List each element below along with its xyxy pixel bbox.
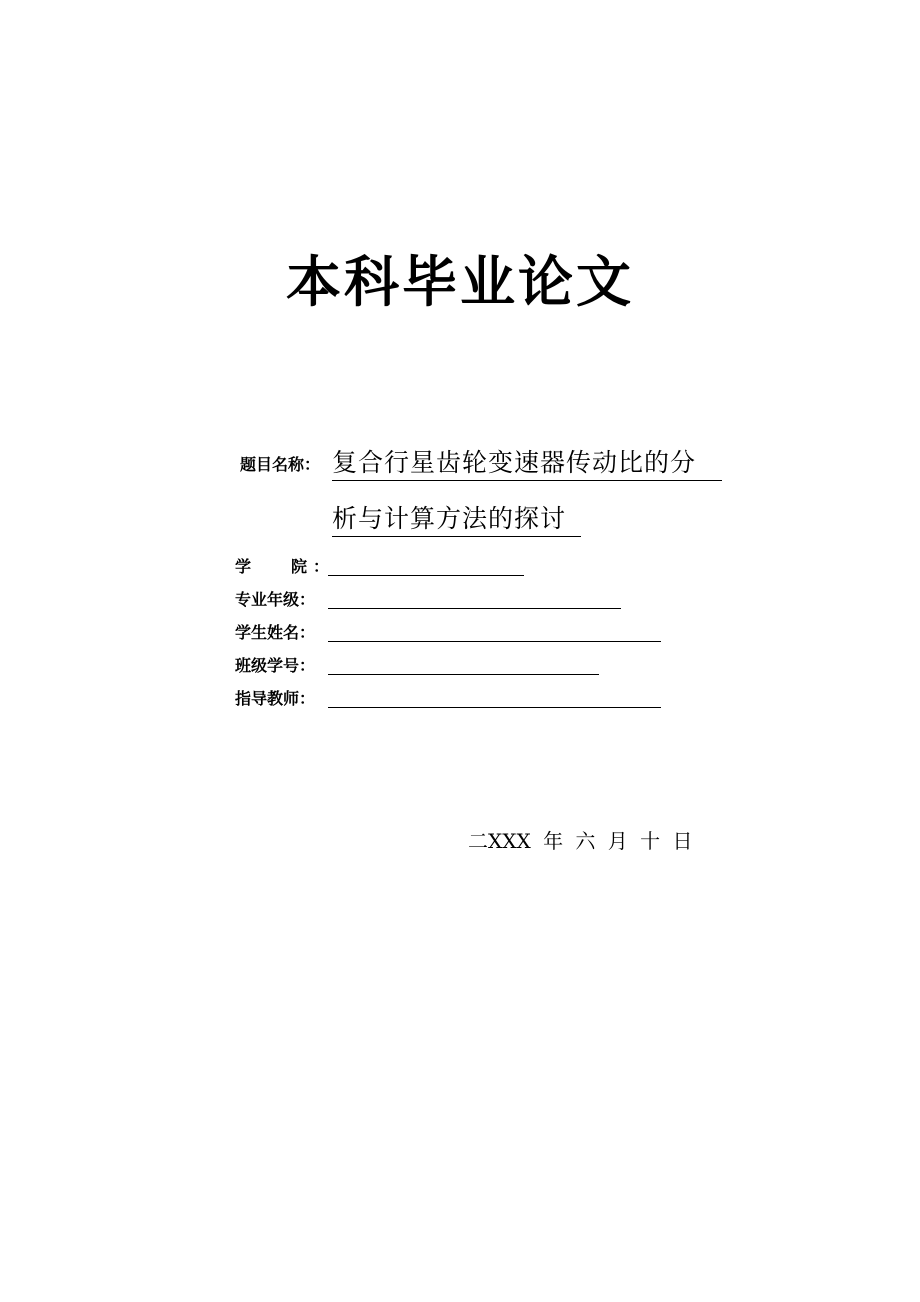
page-title: 本科毕业论文 bbox=[285, 250, 634, 314]
student-name-input-line bbox=[328, 641, 661, 642]
class-id-input-line bbox=[328, 674, 599, 675]
major-grade-label: 专业年级： bbox=[235, 590, 316, 609]
major-grade-input-line bbox=[328, 608, 621, 609]
advisor-label: 指导教师： bbox=[235, 689, 316, 708]
advisor-input-line bbox=[328, 707, 661, 708]
college-input-line bbox=[328, 575, 524, 576]
topic-title-line-2: 析与计算方法的探讨 bbox=[332, 502, 581, 537]
class-id-label: 班级学号： bbox=[235, 656, 316, 675]
topic-label: 题目名称： bbox=[240, 455, 321, 474]
college-label-colon: ： bbox=[313, 557, 330, 576]
college-label-char-2: 院 bbox=[291, 557, 308, 576]
submission-date: 二XXX 年 六 月 十 日 bbox=[468, 829, 693, 853]
college-label-char-1: 学 bbox=[235, 557, 252, 576]
student-name-label: 学生姓名： bbox=[235, 623, 316, 642]
topic-title-line-1: 复合行星齿轮变速器传动比的分 bbox=[332, 446, 722, 481]
